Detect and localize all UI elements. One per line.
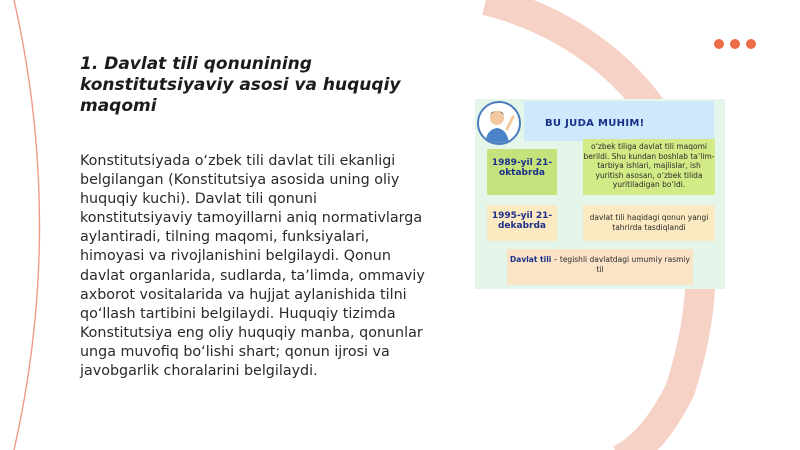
slide-body-text: Konstitutsiyada oʻzbek tili davlat tili ekanligi belgilangan (Konstitutsiya asosida uning oliy huquqiy kuchi). Davlat tili qonuni konstitutsiyaviy tamoyillarni aniq normativlarga aylantiradi, tilning maqomi, funksiyalari, himoyasi va rivojlanishini belgilaydi. Qonun davlat organlarida, sudlarda, taʼlimda, ommaviy axborot vositalarida va hujjat aylanishida tilni qoʻllash tartibini belgilaydi. Huquqiy tizimda Konstitutsiya eng oliy huquqiy manba, qonunlar unga muvofiq boʻlishi shart; qonun ijrosi va javobgarlik choralarini belgilaydi.: [80, 153, 425, 380]
definition-box: [507, 249, 693, 285]
menu-dots: [714, 39, 756, 49]
dot-icon: [730, 39, 740, 49]
definition-text: – tegishli davlatdagi umumiy rasmiy til: [551, 255, 690, 274]
date-box-1995: 1995-yil 21-dekabrda: [487, 205, 557, 241]
slide-title: 1. Davlat tili qonunining konstitutsiyaviy asosi va huquqiy maqomi: [80, 54, 401, 116]
dot-icon: [714, 39, 724, 49]
left-arc: [14, 0, 40, 450]
teacher-avatar-icon: [477, 101, 521, 145]
definition-term: Davlat tili: [510, 255, 552, 264]
infographic-image: [475, 99, 725, 289]
note-box-1995: davlat tili haqidagi qonun yangi tahrirda tasdiqlandi: [583, 205, 715, 241]
dot-icon: [746, 39, 756, 49]
infographic-header: BU JUDA MUHIM!: [545, 118, 645, 129]
note-box-1989: oʻzbek tiliga davlat tili maqomi berildi. Shu kundan boshlab taʼlim-tarbiya ishlari, majlislar, ish yuritish asosan, oʻzbek tilida yuritiladigan boʻldi.: [583, 139, 715, 195]
date-box-1989: 1989-yil 21-oktabrda: [487, 149, 557, 195]
